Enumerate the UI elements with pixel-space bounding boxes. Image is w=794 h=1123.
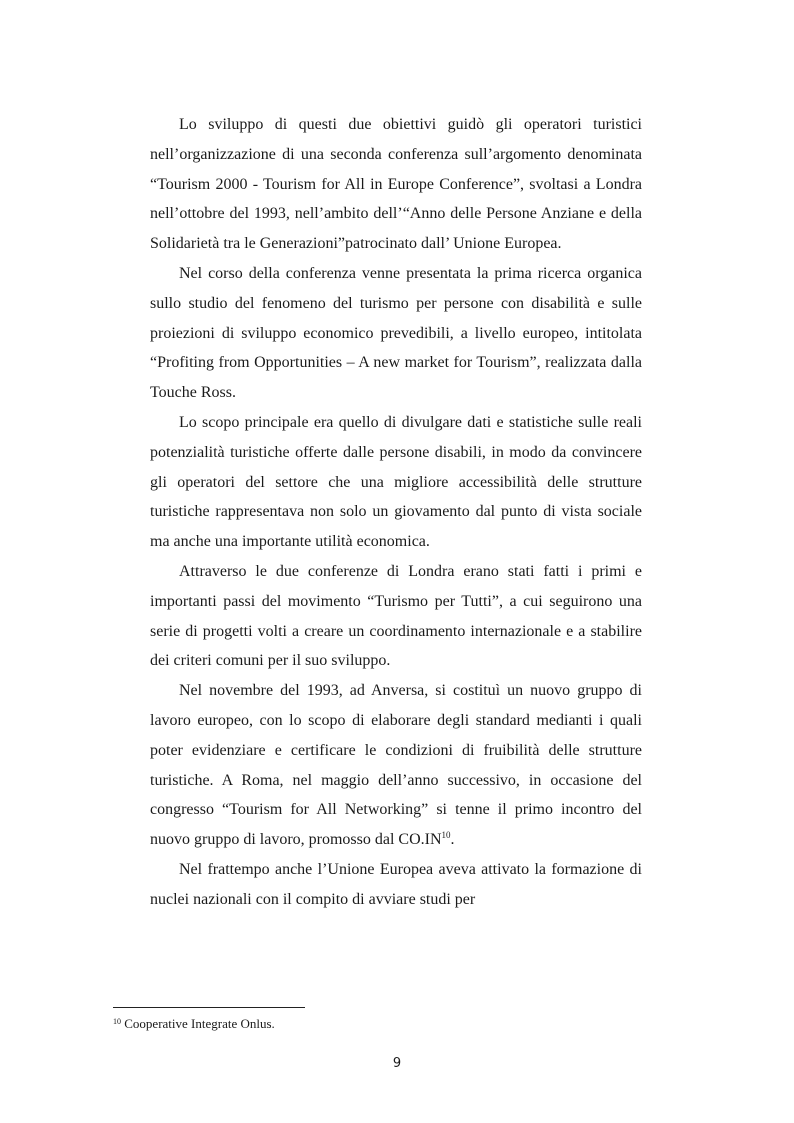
paragraph-4: Attraverso le due conferenze di Londra erano stati fatti i primi e importanti passi del movimento “Turismo per Tutti”, a cui seguirono una serie di progetti volti a creare un coordinamento internazionale e a stabilire dei criteri comuni per il suo sviluppo. <box>150 562 642 670</box>
paragraph-1: Lo sviluppo di questi due obiettivi guidò gli operatori turistici nell’organizzazione di una seconda conferenza sull’argomento denominata “Tourism 2000 - Tourism for All in Europe Conference”, svoltasi a Londra nell’ottobre del 1993, nell’ambito dell’“Anno delle Persone Anziane e della Solidarietà tra le Generazioni”patrocinato dall’ Unione Europea. <box>150 116 642 253</box>
paragraph-5-end: . <box>450 831 455 849</box>
paragraph-5-text: Nel novembre del 1993, ad Anversa, si costituì un nuovo gruppo di lavoro europeo, con lo scopo di elaborare degli standard medianti i quali poter evidenziare e certificare le condizioni di fruibilità delle strutture turistiche. A Roma, nel maggio dell’anno successivo, in occasione del congresso “Tourism for All Networking” si tenne il primo incontro del nuovo gruppo di lavoro, promosso dal CO.IN <box>150 682 642 849</box>
paragraph-6: Nel frattempo anche l’Unione Europea aveva attivato la formazione di nuclei nazionali con il compito di avviare studi per <box>150 860 642 908</box>
footnote-text: Cooperative Integrate Onlus. <box>121 1016 275 1031</box>
footnote-separator <box>113 1007 305 1008</box>
page-number: 9 <box>392 1056 402 1071</box>
paragraph-3: Lo scopo principale era quello di divulgare dati e statistiche sulle reali potenzialità turistiche offerte dalle persone disabili, in modo da convincere gli operatori del settore che una migliore accessibilità delle strutture turistiche rappresentava non solo un giovamento dal punto di vista sociale ma anche una importante utilità economica. <box>150 413 642 551</box>
paragraph-2: Nel corso della conferenza venne presentata la prima ricerca organica sullo studio del fenomeno del turismo per persone con disabilità e sulle proiezioni di sviluppo economico prevedibili, a livello europeo, intitolata “Profiting from Opportunities – A new market for Tourism”, realizzata dalla Touche Ross. <box>150 264 642 402</box>
footnote-number: 10 <box>113 1017 121 1026</box>
paragraph-5 <box>150 676 642 855</box>
footnote-reference[interactable]: 10 <box>441 830 451 841</box>
body-text <box>150 110 642 915</box>
footnote <box>113 1016 275 1032</box>
